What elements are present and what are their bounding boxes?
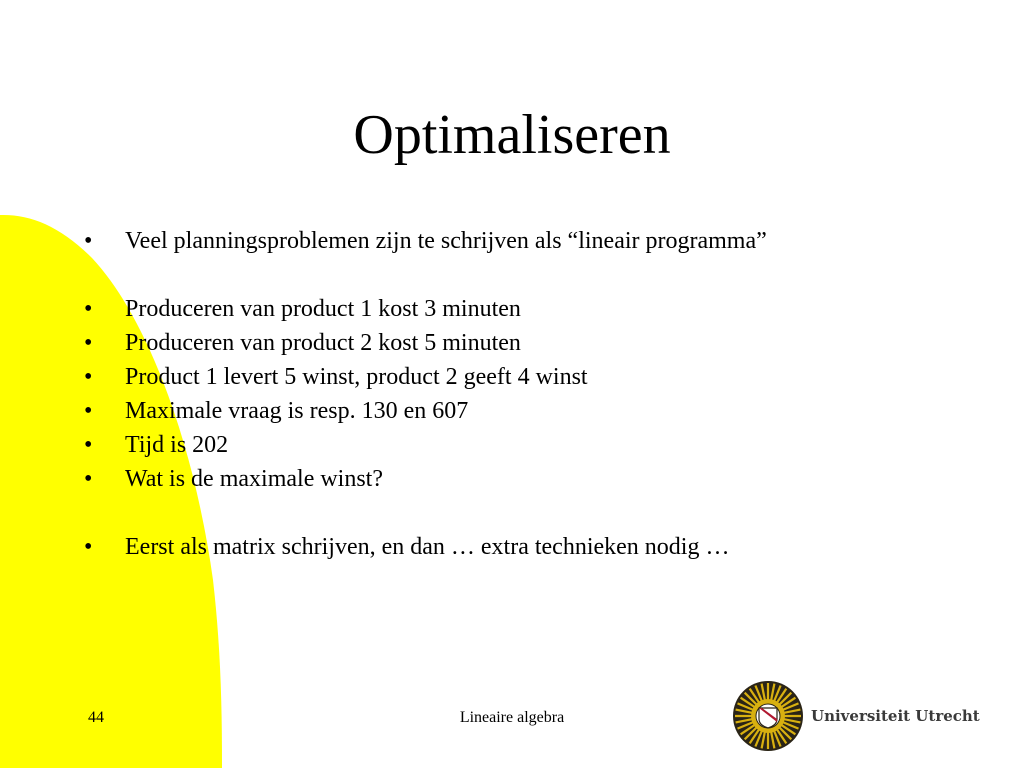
- bullet-text: Veel planningsproblemen zijn te schrijven als “lineair programma”: [125, 228, 767, 254]
- bullet-item: [84, 360, 984, 394]
- bullet-dot: •: [84, 534, 93, 560]
- bullet-text: Tijd is 202: [125, 432, 229, 458]
- bullet-item: [84, 428, 984, 462]
- bullet-dot: •: [84, 296, 93, 322]
- bullet-text: Product 1 levert 5 winst, product 2 geeft 4 winst: [125, 364, 588, 390]
- bullet-dot: •: [84, 364, 93, 390]
- bullet-dot: •: [84, 398, 93, 424]
- bullet-item: [84, 292, 984, 326]
- bullet-text: Produceren van product 2 kost 5 minuten: [125, 330, 521, 356]
- bullet-text: Produceren van product 1 kost 3 minuten: [125, 296, 521, 322]
- page-number: 44: [88, 709, 104, 726]
- bullet-item: [84, 224, 984, 258]
- sun-seal-icon: [732, 680, 804, 752]
- bullet-dot: •: [84, 432, 93, 458]
- bullet-dot: •: [84, 228, 93, 254]
- bullet-item: [84, 530, 984, 564]
- bullet-list: [84, 224, 984, 564]
- bullet-dot: •: [84, 466, 93, 492]
- university-logo: [732, 680, 1002, 756]
- bullet-item: [84, 326, 984, 360]
- bullet-text: Wat is de maximale winst?: [125, 466, 383, 492]
- bullet-dot: •: [84, 330, 93, 356]
- bullet-text: Eerst als matrix schrijven, en dan … extra technieken nodig …: [125, 534, 730, 560]
- bullet-text: Maximale vraag is resp. 130 en 607: [125, 398, 469, 424]
- bullet-item: [84, 394, 984, 428]
- footer-course-title: Lineaire algebra: [459, 709, 565, 726]
- bullet-item: [84, 462, 984, 496]
- university-name: Universiteit Utrecht: [811, 707, 980, 725]
- slide-title: Optimaliseren: [353, 104, 671, 166]
